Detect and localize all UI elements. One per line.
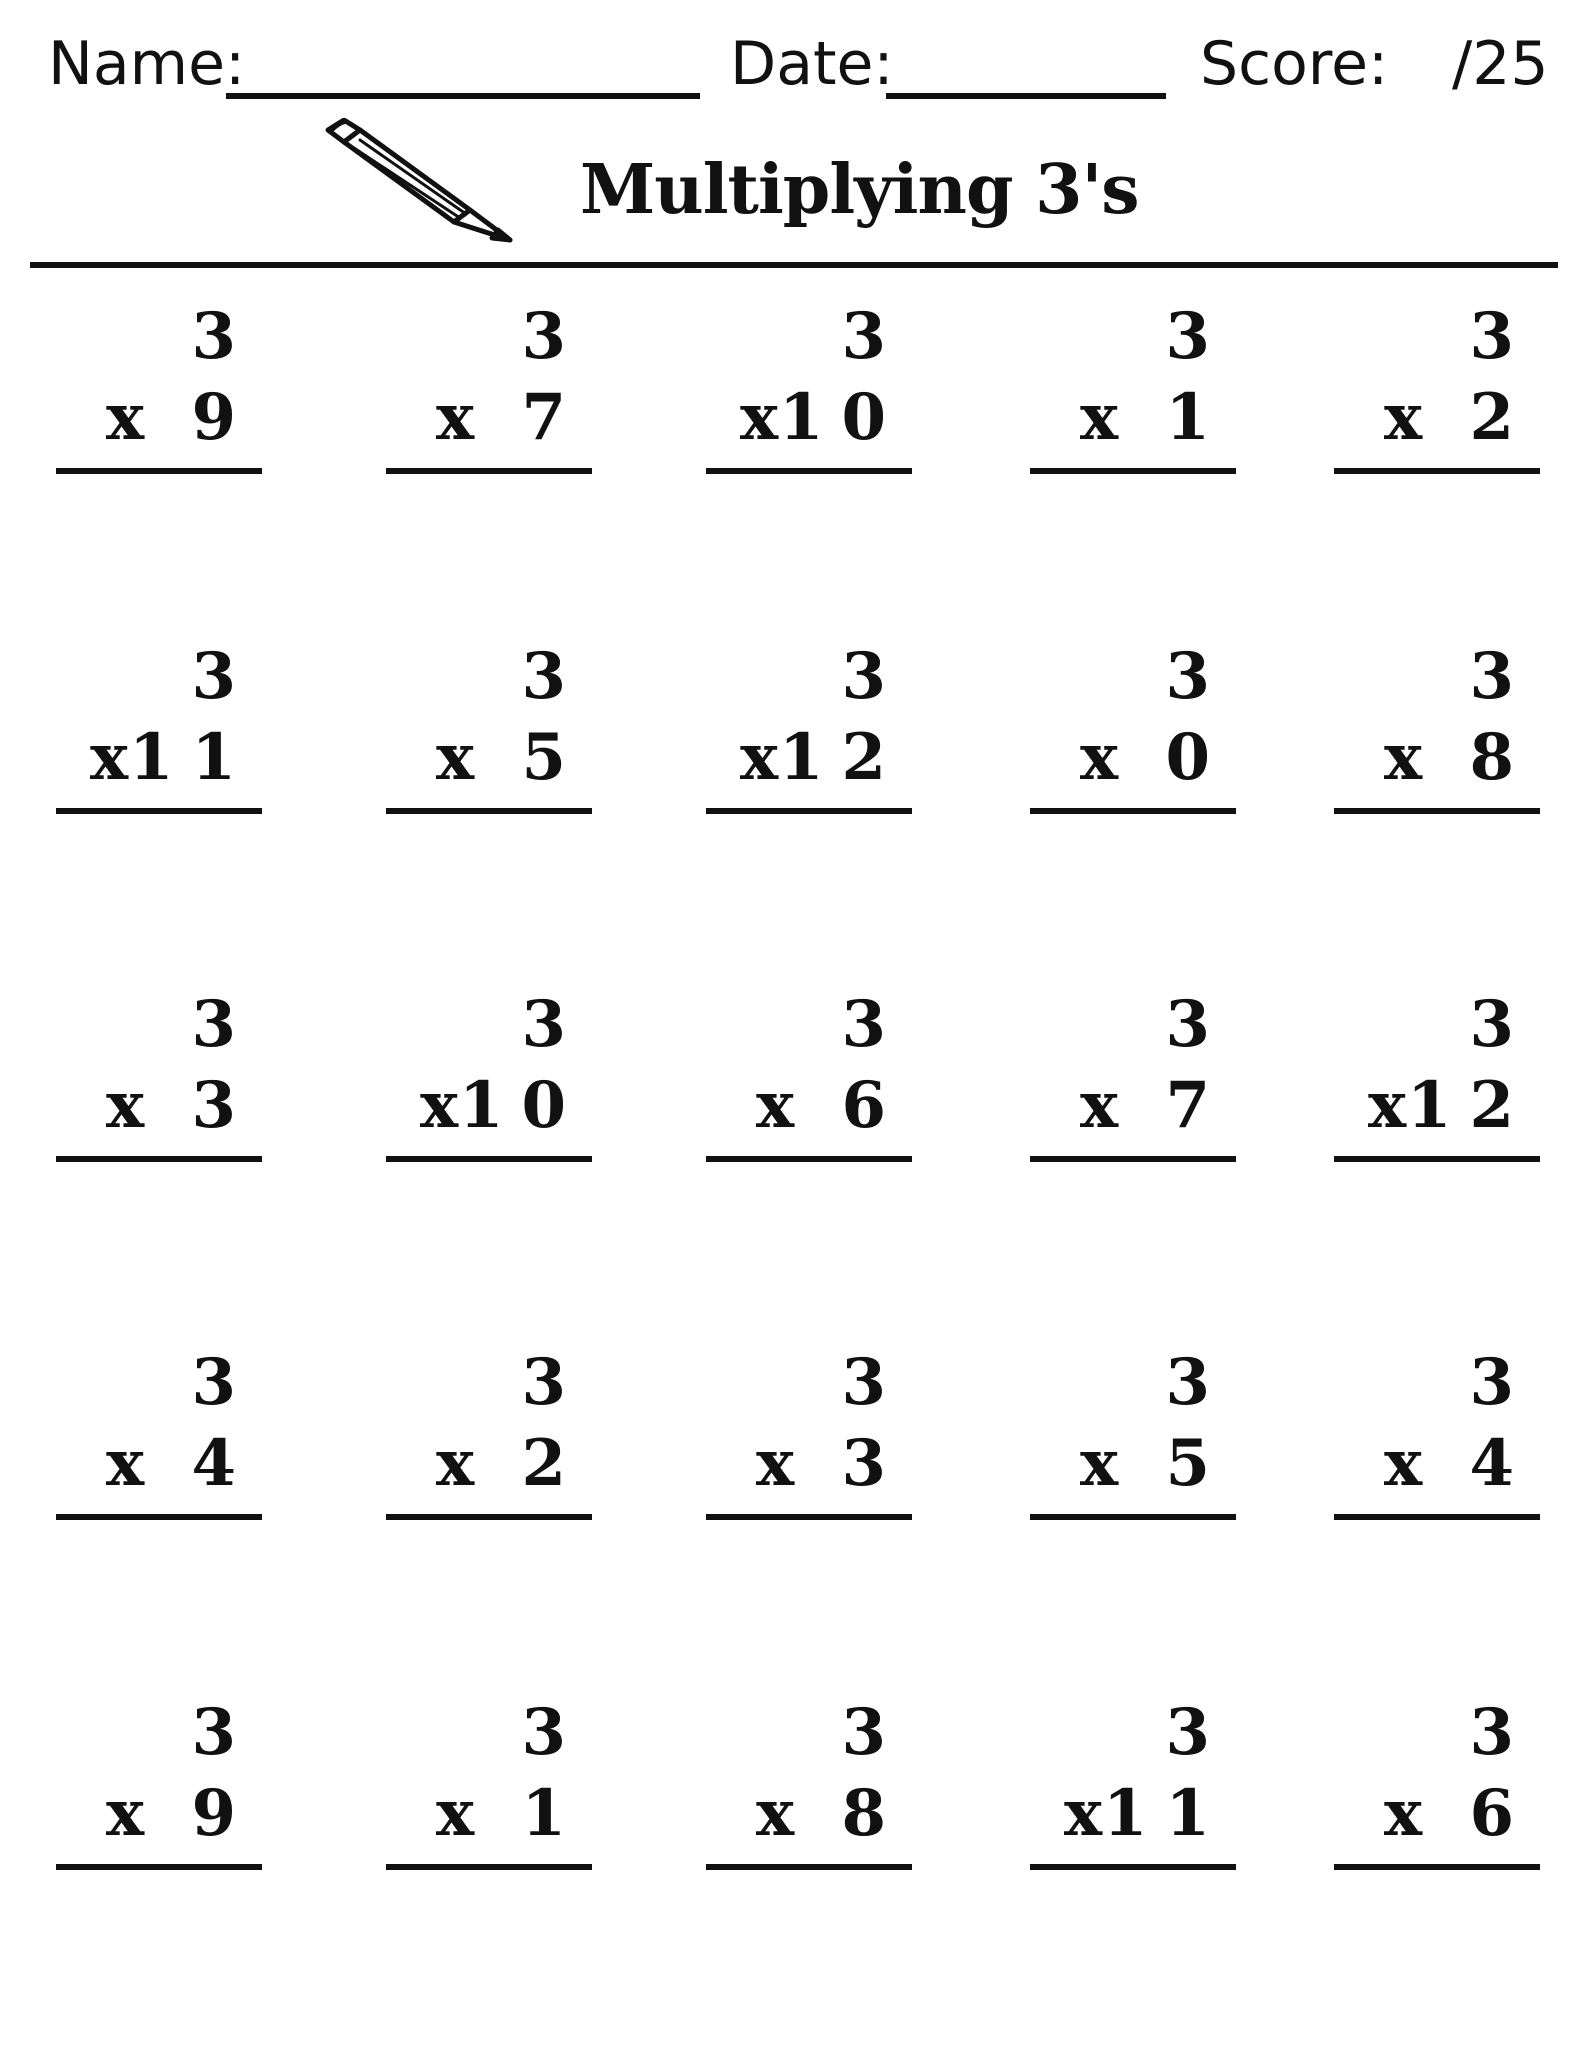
multiplier: 7 (1165, 1068, 1228, 1143)
answer-line[interactable] (1030, 1514, 1236, 1520)
times-sign: x (1064, 1776, 1105, 1851)
multiplicand: 3 (191, 1345, 236, 1420)
multiplicand: 3 (191, 1695, 236, 1770)
times-sign: x (106, 1776, 147, 1851)
multiplicand: 3 (521, 1345, 566, 1420)
problem-item (386, 300, 596, 480)
multiplier-row (706, 1774, 904, 1854)
multiplicand: 3 (1165, 299, 1210, 374)
multiplier: 6 (841, 1068, 904, 1143)
problem-item (56, 988, 266, 1168)
problem-item (706, 640, 916, 820)
multiplier-row (706, 1066, 904, 1146)
answer-line[interactable] (1030, 808, 1236, 814)
multiplier-row (1030, 378, 1228, 458)
times-sign: x (436, 380, 477, 455)
problem-item (1334, 640, 1544, 820)
multiplier-row (56, 1424, 254, 1504)
multiplier: 5 (521, 720, 584, 795)
multiplier-row (1030, 718, 1228, 798)
multiplicand: 3 (841, 987, 886, 1062)
multiplier: 8 (841, 1776, 904, 1851)
answer-line[interactable] (706, 1864, 912, 1870)
times-sign: x (756, 1068, 797, 1143)
multiplier: 2 (521, 1426, 584, 1501)
answer-line[interactable] (56, 1156, 262, 1162)
multiplicand: 3 (841, 299, 886, 374)
name-label: Name: (48, 29, 246, 99)
multiplier-row (1334, 718, 1532, 798)
times-sign: x (740, 720, 781, 795)
multiplier-row (1334, 1774, 1532, 1854)
times-sign: x (106, 1068, 147, 1143)
answer-line[interactable] (1030, 1864, 1236, 1870)
multiplier-row (1030, 1774, 1228, 1854)
answer-line[interactable] (386, 808, 592, 814)
problem-item (1334, 1696, 1544, 1876)
answer-line[interactable] (56, 1864, 262, 1870)
multiplicand: 3 (521, 1695, 566, 1770)
multiplicand: 3 (191, 299, 236, 374)
multiplier: 10 (458, 1068, 584, 1143)
multiplier-row (1030, 1424, 1228, 1504)
problem-item (56, 1696, 266, 1876)
times-sign: x (436, 1426, 477, 1501)
answer-line[interactable] (706, 1156, 912, 1162)
problem-item (386, 1696, 596, 1876)
multiplicand: 3 (1469, 987, 1514, 1062)
problem-item (56, 300, 266, 480)
answer-line[interactable] (56, 1514, 262, 1520)
multiplier-row (1334, 378, 1532, 458)
multiplicand: 3 (1469, 639, 1514, 714)
problem-item (1334, 1346, 1544, 1526)
times-sign: x (106, 380, 147, 455)
problem-item (706, 1696, 916, 1876)
problem-item (1030, 1696, 1240, 1876)
multiplicand: 3 (841, 1695, 886, 1770)
times-sign: x (1368, 1068, 1409, 1143)
multiplicand: 3 (521, 987, 566, 1062)
times-sign: x (1384, 380, 1425, 455)
problem-item (1334, 988, 1544, 1168)
times-sign: x (1080, 380, 1121, 455)
multiplicand: 3 (521, 639, 566, 714)
multiplier-row (386, 378, 584, 458)
multiplier-row (1334, 1424, 1532, 1504)
multiplier-row (706, 718, 904, 798)
multiplier-row (56, 1774, 254, 1854)
problem-item (56, 1346, 266, 1526)
multiplier: 8 (1469, 720, 1532, 795)
times-sign: x (436, 720, 477, 795)
answer-line[interactable] (1030, 468, 1236, 474)
multiplier-row (56, 1066, 254, 1146)
multiplier: 2 (1469, 380, 1532, 455)
problem-item (706, 988, 916, 1168)
multiplier-row (1334, 1066, 1532, 1146)
multiplicand: 3 (1165, 639, 1210, 714)
multiplier: 3 (841, 1426, 904, 1501)
times-sign: x (740, 380, 781, 455)
multiplier-row (706, 1424, 904, 1504)
problem-item (1030, 300, 1240, 480)
score-total: /25 (1452, 29, 1549, 99)
multiplier-row (56, 378, 254, 458)
multiplier: 12 (1406, 1068, 1532, 1143)
multiplier: 12 (778, 720, 904, 795)
problem-item (1030, 640, 1240, 820)
answer-line[interactable] (706, 808, 912, 814)
answer-line[interactable] (1334, 468, 1540, 474)
problem-item (386, 640, 596, 820)
multiplicand: 3 (841, 639, 886, 714)
problem-item (1334, 300, 1544, 480)
times-sign: x (106, 1426, 147, 1501)
times-sign: x (756, 1776, 797, 1851)
times-sign: x (1384, 720, 1425, 795)
problem-item (706, 300, 916, 480)
multiplier: 6 (1469, 1776, 1532, 1851)
answer-line[interactable] (1334, 1514, 1540, 1520)
multiplier: 4 (1469, 1426, 1532, 1501)
multiplier: 4 (191, 1426, 254, 1501)
multiplier: 0 (1165, 720, 1228, 795)
multiplier: 9 (191, 380, 254, 455)
times-sign: x (90, 720, 131, 795)
score-label: Score: (1200, 29, 1389, 99)
multiplicand: 3 (191, 639, 236, 714)
multiplier-row (386, 718, 584, 798)
multiplier-row (386, 1774, 584, 1854)
answer-line[interactable] (386, 468, 592, 474)
problem-item (56, 640, 266, 820)
multiplicand: 3 (1469, 1345, 1514, 1420)
answer-line[interactable] (1334, 1864, 1540, 1870)
problem-item (386, 988, 596, 1168)
multiplier: 11 (128, 720, 254, 795)
times-sign: x (436, 1776, 477, 1851)
multiplier-row (706, 378, 904, 458)
multiplicand: 3 (521, 299, 566, 374)
answer-line[interactable] (1334, 808, 1540, 814)
multiplier: 7 (521, 380, 584, 455)
answer-line[interactable] (386, 1864, 592, 1870)
times-sign: x (420, 1068, 461, 1143)
multiplier: 5 (1165, 1426, 1228, 1501)
multiplier: 9 (191, 1776, 254, 1851)
times-sign: x (1384, 1426, 1425, 1501)
worksheet-title: Multiplying 3's (580, 150, 1139, 230)
multiplicand: 3 (1165, 987, 1210, 1062)
answer-line[interactable] (56, 808, 262, 814)
multiplier: 1 (1165, 380, 1228, 455)
problem-item (1030, 1346, 1240, 1526)
multiplicand: 3 (191, 987, 236, 1062)
answer-line[interactable] (386, 1514, 592, 1520)
multiplier-row (56, 718, 254, 798)
answer-line[interactable] (706, 1514, 912, 1520)
multiplier-row (386, 1066, 584, 1146)
multiplicand: 3 (1469, 1695, 1514, 1770)
times-sign: x (1384, 1776, 1425, 1851)
date-label: Date: (730, 29, 894, 99)
answer-line[interactable] (386, 1156, 592, 1162)
multiplier-row (386, 1424, 584, 1504)
multiplicand: 3 (1469, 299, 1514, 374)
answer-line[interactable] (1334, 1156, 1540, 1162)
multiplicand: 3 (1165, 1695, 1210, 1770)
multiplier: 10 (778, 380, 904, 455)
answer-line[interactable] (1030, 1156, 1236, 1162)
multiplier-row (1030, 1066, 1228, 1146)
answer-line[interactable] (706, 468, 912, 474)
problem-item (386, 1346, 596, 1526)
multiplier: 11 (1102, 1776, 1228, 1851)
answer-line[interactable] (56, 468, 262, 474)
problem-item (706, 1346, 916, 1526)
multiplicand: 3 (1165, 1345, 1210, 1420)
times-sign: x (1080, 1426, 1121, 1501)
multiplicand: 3 (841, 1345, 886, 1420)
multiplier: 1 (521, 1776, 584, 1851)
problem-item (1030, 988, 1240, 1168)
times-sign: x (1080, 1068, 1121, 1143)
multiplier: 3 (191, 1068, 254, 1143)
times-sign: x (756, 1426, 797, 1501)
times-sign: x (1080, 720, 1121, 795)
